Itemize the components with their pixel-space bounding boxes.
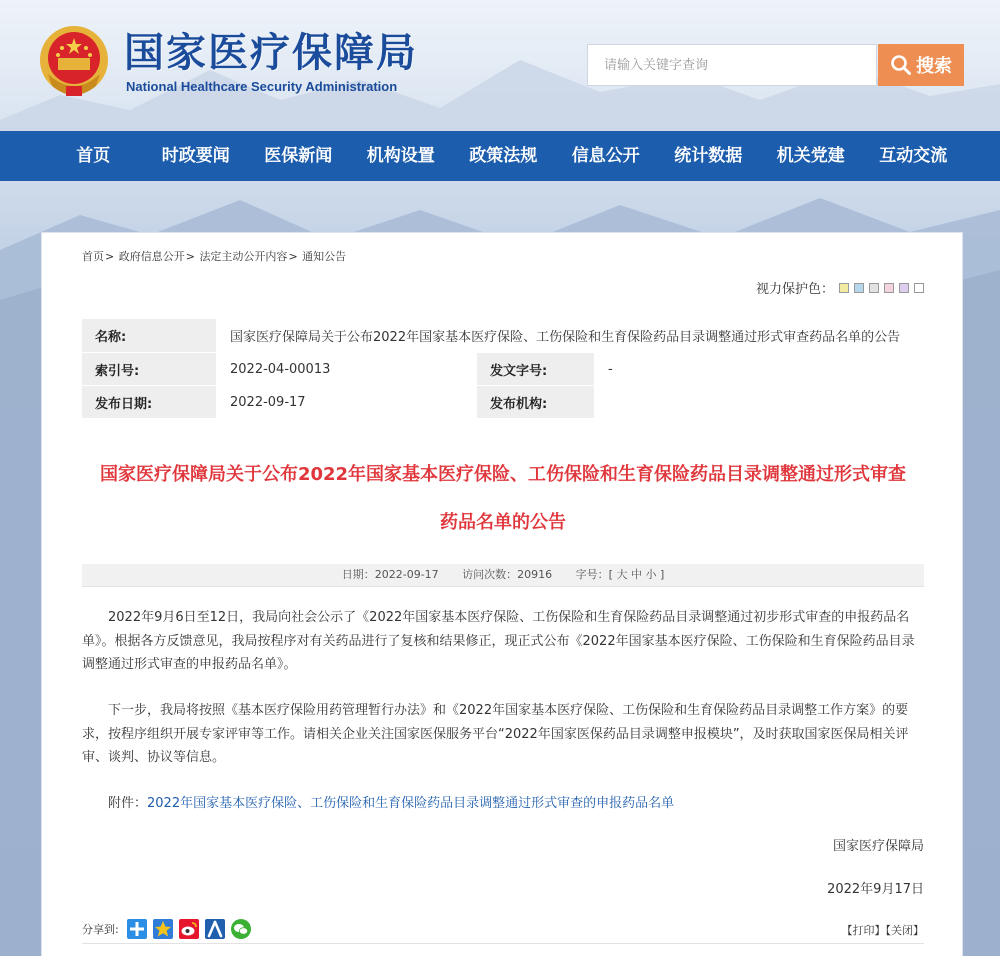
weibo-icon[interactable] bbox=[179, 919, 199, 939]
renren-icon[interactable] bbox=[205, 919, 225, 939]
search-button[interactable] bbox=[878, 44, 964, 86]
meta-org-label: 发布机构: bbox=[477, 386, 594, 419]
nav-item-healthcare-news[interactable]: 医保新闻 bbox=[264, 146, 333, 166]
meta-date-value: 2022-09-17 bbox=[216, 386, 477, 419]
swatch-white[interactable] bbox=[914, 283, 924, 293]
nav-item-interaction[interactable]: 互动交流 bbox=[879, 146, 948, 166]
attachment-label: 附件： bbox=[108, 796, 148, 811]
publish-date: 日期：2022-09-17 bbox=[341, 568, 439, 581]
meta-docno-value: - bbox=[594, 353, 920, 386]
share-label: 分享到: bbox=[82, 923, 119, 936]
breadcrumb: 首页> 政府信息公开> 法定主动公开内容> 通知公告 bbox=[82, 250, 347, 263]
article-title-line2: 药品名单的公告 bbox=[440, 512, 566, 533]
search-icon bbox=[890, 54, 912, 76]
national-emblem-icon[interactable] bbox=[38, 24, 110, 100]
site-header bbox=[0, 0, 1000, 131]
view-count: 访问次数：20916 bbox=[462, 568, 553, 581]
article-paragraph-1: 2022年9月6日至12日，我局向社会公示了《2022年国家基本医疗保险、工伤保险和生育保险药品目录调整通过初步形式审查的申报药品名单》。根据各方反馈意见，我局按程序对有关药品进行了复核和结果修正，现正式公布《2022年国家基本医疗保险、工伤保险和生育保险药品目录调整通过形式审查的申报药品名单》。 bbox=[82, 610, 915, 672]
page-tools bbox=[842, 922, 925, 938]
nav-item-policies[interactable]: 政策法规 bbox=[469, 146, 538, 166]
meta-docno-label: 发文字号: bbox=[477, 353, 594, 386]
swatch-purple[interactable] bbox=[899, 283, 909, 293]
attachment-link[interactable]: 2022年国家基本医疗保险、工伤保险和生育保险药品目录调整通过形式审查的申报药品名单 bbox=[147, 796, 675, 811]
nav-item-home[interactable]: 首页 bbox=[76, 146, 111, 166]
share-bar bbox=[82, 919, 251, 939]
close-button[interactable]: 【关闭】 bbox=[885, 924, 924, 937]
search-button-label: 搜索 bbox=[916, 56, 952, 77]
main-nav bbox=[0, 131, 1000, 181]
breadcrumb-statutory[interactable]: 法定主动公开内容 bbox=[199, 250, 288, 263]
meta-index-label: 索引号: bbox=[82, 353, 216, 386]
meta-org-value bbox=[594, 386, 920, 419]
article-info-bar bbox=[82, 564, 924, 587]
meta-date-label: 发布日期: bbox=[82, 386, 216, 419]
content-card bbox=[41, 232, 963, 956]
signature-organization: 国家医疗保障局 bbox=[832, 839, 924, 854]
breadcrumb-gov-info[interactable]: 政府信息公开 bbox=[118, 250, 185, 263]
meta-name-value: 国家医疗保障局关于公布2022年国家基本医疗保险、工伤保险和生育保险药品目录调整通过形式审查药品名单的公告 bbox=[216, 319, 920, 353]
swatch-gray[interactable] bbox=[869, 283, 879, 293]
document-meta-table bbox=[82, 319, 920, 419]
meta-name-label: 名称: bbox=[82, 319, 216, 353]
font-size-switcher[interactable]: 字号：[ 大 中 小 ] bbox=[575, 568, 665, 581]
nav-item-party[interactable]: 机关党建 bbox=[776, 146, 845, 166]
breadcrumb-home[interactable]: 首页 bbox=[82, 250, 104, 263]
nav-item-organization[interactable]: 机构设置 bbox=[366, 146, 435, 166]
swatch-pink[interactable] bbox=[884, 283, 894, 293]
wechat-icon[interactable] bbox=[231, 919, 251, 939]
nav-item-news-politics[interactable]: 时政要闻 bbox=[161, 146, 230, 166]
qzone-icon[interactable] bbox=[153, 919, 173, 939]
article-title bbox=[82, 451, 924, 547]
nav-item-statistics[interactable]: 统计数据 bbox=[674, 146, 743, 166]
swatch-blue[interactable] bbox=[854, 283, 864, 293]
more-share-icon[interactable] bbox=[127, 919, 147, 939]
breadcrumb-notices[interactable]: 通知公告 bbox=[302, 250, 347, 263]
article-title-line1: 国家医疗保障局关于公布2022年国家基本医疗保险、工伤保险和生育保险药品目录调整通过形式审查 bbox=[99, 464, 907, 485]
signature-date: 2022年9月17日 bbox=[827, 882, 924, 897]
meta-index-value: 2022-04-00013 bbox=[216, 353, 477, 386]
eye-care-label: 视力保护色： bbox=[755, 282, 834, 297]
site-title[interactable]: 国家医疗保障局 bbox=[124, 29, 418, 76]
article-paragraph-2: 下一步，我局将按照《基本医疗保险用药管理暂行办法》和《2022年国家基本医疗保险、工伤保险和生育保险药品目录调整工作方案》的要求，按程序组织开展专家评审等工作。请相关企业关注国家医保服务平台“2022年国家医保药品目录调整申报模块”，及时获取国家医保局相关评审、谈判、协议等信息。 bbox=[82, 703, 909, 765]
eye-care-color-picker bbox=[756, 278, 924, 297]
nav-item-information[interactable]: 信息公开 bbox=[571, 146, 640, 166]
swatch-yellow[interactable] bbox=[839, 283, 849, 293]
search-input[interactable] bbox=[587, 44, 877, 86]
attachment-row bbox=[108, 792, 674, 811]
divider bbox=[82, 943, 924, 944]
print-button[interactable]: 【打印】 bbox=[841, 924, 886, 937]
site-subtitle: National Healthcare Security Administration bbox=[126, 79, 398, 94]
